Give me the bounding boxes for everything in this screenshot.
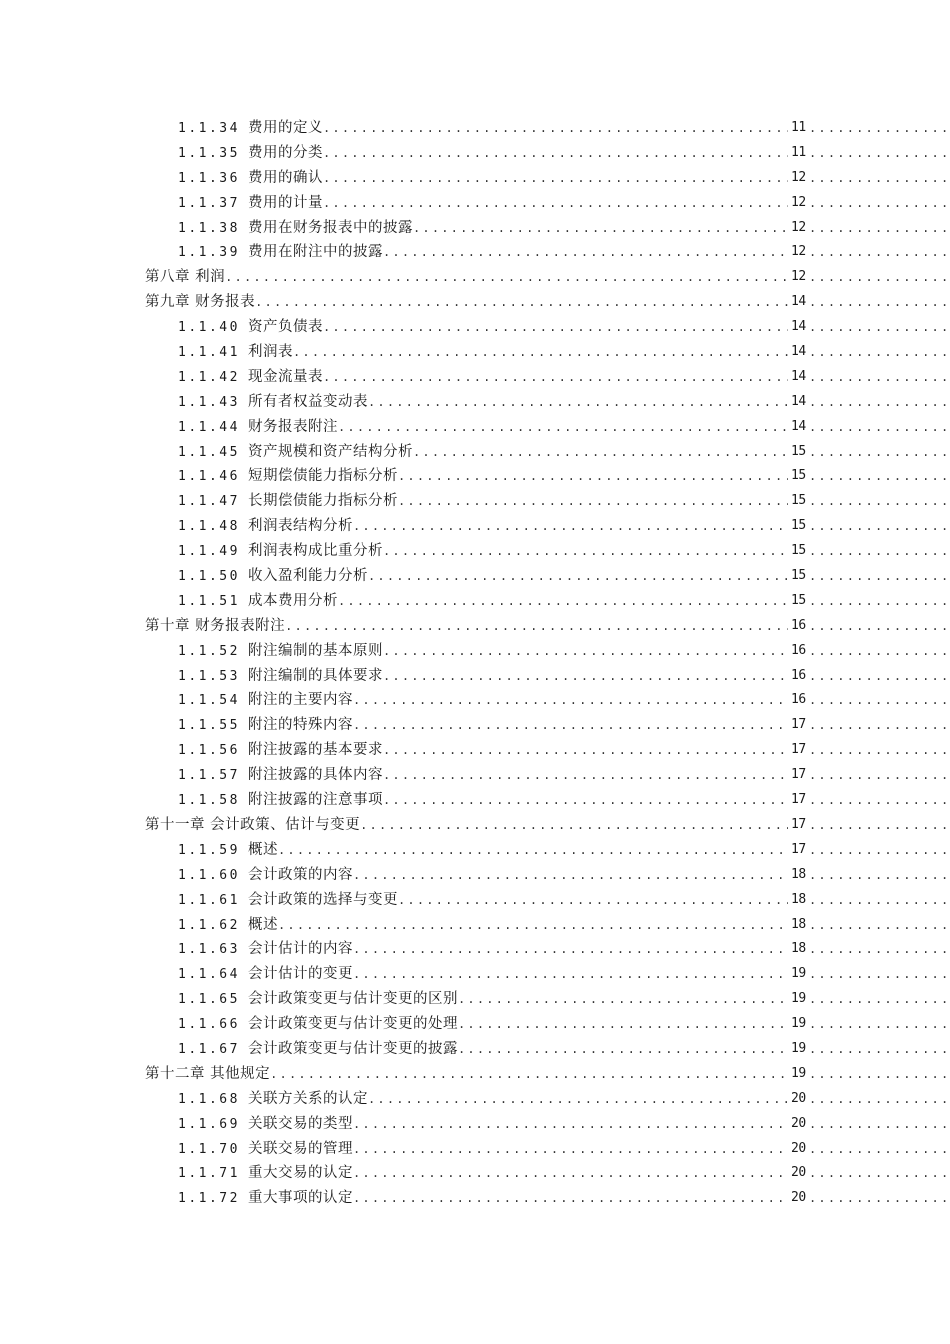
- toc-dot-leader: [809, 440, 950, 465]
- toc-entry-title-wrap: [178, 1186, 788, 1211]
- toc-section-number: 1.1.72: [178, 1191, 240, 1207]
- toc-dot-leader: [809, 664, 950, 689]
- toc-entry-title: 附注披露的注意事项: [247, 792, 383, 809]
- toc-dot-leader: [809, 1161, 950, 1186]
- toc-entry-title: 第十章 财务报表附注: [145, 617, 286, 634]
- toc-dot-leader: [809, 713, 950, 738]
- toc-entry-title: 费用的计量: [247, 194, 323, 211]
- toc-entry-title-wrap: [145, 614, 788, 639]
- toc-section-number: 1.1.66: [178, 1017, 240, 1033]
- toc-section-entry[interactable]: [0, 913, 950, 938]
- toc-entry-title-wrap: [178, 763, 788, 788]
- toc-page-number: 14: [791, 415, 811, 440]
- toc-entry-title-wrap: [178, 1012, 788, 1037]
- toc-section-entry[interactable]: [0, 340, 950, 365]
- toc-entry-title: 重大交易的认定: [247, 1165, 353, 1182]
- toc-section-number: 1.1.56: [178, 743, 240, 759]
- toc-dot-leader: [809, 315, 950, 340]
- toc-dot-leader: [809, 564, 950, 589]
- toc-dot-leader: [809, 838, 950, 863]
- toc-entry-title: 利润表结构分析: [247, 518, 353, 535]
- toc-page-number: 19: [791, 962, 811, 987]
- toc-dot-leader: [809, 116, 950, 141]
- toc-entry-title: 费用的确认: [247, 169, 323, 186]
- toc-entry-title-wrap: [178, 1161, 788, 1186]
- toc-entry-title: 关联交易的类型: [247, 1115, 353, 1132]
- toc-entry-title-wrap: [178, 913, 788, 938]
- toc-dot-leader: [809, 863, 950, 888]
- toc-section-number: 1.1.55: [178, 718, 240, 734]
- toc-section-number: 1.1.51: [178, 593, 240, 609]
- toc-section-number: 1.1.46: [178, 469, 240, 485]
- toc-page-number: 16: [791, 614, 811, 639]
- toc-page-number: 19: [791, 1062, 811, 1087]
- toc-section-number: 1.1.44: [178, 419, 240, 435]
- toc-entry-title: 现金流量表: [247, 368, 323, 385]
- toc-entry-title: 附注披露的基本要求: [247, 742, 383, 759]
- toc-entry-title-wrap: [178, 464, 788, 489]
- toc-section-number: 1.1.48: [178, 519, 240, 535]
- toc-page-number: 14: [791, 365, 811, 390]
- toc-page-number: 14: [791, 315, 811, 340]
- toc-page-number: 12: [791, 265, 811, 290]
- toc-page-number: 20: [791, 1137, 811, 1162]
- toc-section-entry[interactable]: [0, 166, 950, 191]
- toc-entry-title: 收入盈利能力分析: [247, 568, 368, 585]
- toc-dot-leader: [809, 240, 950, 265]
- toc-dot-leader: [809, 1186, 950, 1211]
- toc-dot-leader: [809, 1137, 950, 1162]
- toc-page-number: 16: [791, 664, 811, 689]
- toc-section-entry[interactable]: [0, 1087, 950, 1112]
- toc-entry-title: 第八章 利润: [145, 269, 226, 286]
- toc-entry-title: 附注编制的具体要求: [247, 667, 383, 684]
- toc-dot-leader: [809, 1037, 950, 1062]
- toc-section-entry[interactable]: [0, 539, 950, 564]
- toc-section-entry[interactable]: [0, 415, 950, 440]
- toc-entry-title-wrap: [178, 440, 788, 465]
- toc-dot-leader: [809, 216, 950, 241]
- toc-entry-title: 关联交易的管理: [247, 1140, 353, 1157]
- toc-entry-title: 利润表: [247, 344, 293, 361]
- toc-section-entry[interactable]: [0, 713, 950, 738]
- toc-section-number: 1.1.62: [178, 917, 240, 933]
- toc-section-entry[interactable]: [0, 888, 950, 913]
- toc-section-number: 1.1.52: [178, 643, 240, 659]
- toc-section-number: 1.1.43: [178, 394, 240, 410]
- toc-entry-title: 会计估计的内容: [247, 941, 353, 958]
- toc-entry-title-wrap: [178, 191, 788, 216]
- toc-dot-leader: [809, 1012, 950, 1037]
- toc-entry-title: 资产规模和资产结构分析: [247, 443, 413, 460]
- toc-dot-leader: [809, 464, 950, 489]
- toc-entry-title: 会计政策变更与估计变更的披露: [247, 1040, 458, 1057]
- toc-entry-title-wrap: [178, 639, 788, 664]
- toc-section-entry[interactable]: [0, 1186, 950, 1211]
- toc-section-entry[interactable]: [0, 1037, 950, 1062]
- toc-section-entry[interactable]: [0, 240, 950, 265]
- toc-page-number: 14: [791, 390, 811, 415]
- toc-section-entry[interactable]: [0, 116, 950, 141]
- toc-entry-title: 成本费用分析: [247, 592, 338, 609]
- toc-dot-leader: [809, 888, 950, 913]
- toc-dot-leader: [809, 166, 950, 191]
- toc-section-number: 1.1.38: [178, 220, 240, 236]
- toc-entry-title-wrap: [178, 1112, 788, 1137]
- toc-dot-leader: [809, 614, 950, 639]
- toc-section-entry[interactable]: [0, 1161, 950, 1186]
- toc-section-entry[interactable]: [0, 863, 950, 888]
- toc-entry-title-wrap: [178, 987, 788, 1012]
- toc-section-number: 1.1.53: [178, 668, 240, 684]
- toc-entry-title: 附注编制的基本原则: [247, 642, 383, 659]
- toc-entry-title: 概述: [247, 916, 278, 933]
- toc-page-number: 19: [791, 1012, 811, 1037]
- toc-entry-title-wrap: [178, 240, 788, 265]
- toc-dot-leader: [809, 265, 950, 290]
- toc-page-number: 11: [791, 141, 811, 166]
- toc-entry-title-wrap: [178, 539, 788, 564]
- toc-entry-title: 第十二章 其他规定: [145, 1065, 271, 1082]
- toc-entry-title: 利润表构成比重分析: [247, 543, 383, 560]
- toc-page-number: 17: [791, 788, 811, 813]
- toc-section-entry[interactable]: [0, 191, 950, 216]
- toc-page-number: 19: [791, 987, 811, 1012]
- toc-section-entry[interactable]: [0, 639, 950, 664]
- toc-page-number: 16: [791, 639, 811, 664]
- toc-section-number: 1.1.64: [178, 967, 240, 983]
- toc-page-number: 20: [791, 1186, 811, 1211]
- toc-section-number: 1.1.37: [178, 195, 240, 211]
- toc-section-number: 1.1.70: [178, 1141, 240, 1157]
- toc-page-number: 17: [791, 813, 811, 838]
- toc-section-number: 1.1.45: [178, 444, 240, 460]
- toc-entry-title-wrap: [178, 1037, 788, 1062]
- toc-entry-title: 附注的特殊内容: [247, 717, 353, 734]
- toc-entry-title-wrap: [178, 937, 788, 962]
- toc-entry-title: 费用的定义: [247, 120, 323, 136]
- toc-page-number: 17: [791, 763, 811, 788]
- toc-page-number: 17: [791, 738, 811, 763]
- toc-dot-leader: [809, 813, 950, 838]
- toc-page-number: 16: [791, 688, 811, 713]
- toc-entry-title: 费用的分类: [247, 144, 323, 161]
- toc-section-number: 1.1.42: [178, 369, 240, 385]
- toc-page-number: 15: [791, 464, 811, 489]
- toc-entry-title: 会计政策的内容: [247, 866, 353, 883]
- toc-section-number: 1.1.59: [178, 842, 240, 858]
- toc-entry-title: 所有者权益变动表: [247, 393, 368, 410]
- toc-section-entry[interactable]: [0, 589, 950, 614]
- toc-page-number: 14: [791, 290, 811, 315]
- toc-dot-leader: [809, 738, 950, 763]
- toc-dot-leader: [809, 365, 950, 390]
- toc-section-number: 1.1.35: [178, 145, 240, 161]
- toc-section-number: 1.1.47: [178, 494, 240, 510]
- toc-entry-title-wrap: [178, 664, 788, 689]
- toc-entry-title-wrap: [178, 564, 788, 589]
- toc-section-entry[interactable]: [0, 1012, 950, 1037]
- toc-section-number: 1.1.49: [178, 544, 240, 560]
- toc-page-number: 15: [791, 514, 811, 539]
- toc-section-number: 1.1.68: [178, 1091, 240, 1107]
- toc-dot-leader: [809, 514, 950, 539]
- toc-entry-title-wrap: [178, 315, 788, 340]
- toc-entry-title: 概述: [247, 841, 278, 858]
- toc-entry-title-wrap: [178, 863, 788, 888]
- toc-entry-title-wrap: [178, 415, 788, 440]
- toc-section-entry[interactable]: [0, 390, 950, 415]
- toc-section-entry[interactable]: [0, 763, 950, 788]
- toc-entry-title: 重大事项的认定: [247, 1190, 353, 1207]
- toc-entry-title: 第十一章 会计政策、估计与变更: [145, 816, 361, 833]
- toc-section-number: 1.1.36: [178, 170, 240, 186]
- toc-section-number: 1.1.34: [178, 121, 240, 136]
- toc-entry-title-wrap: [145, 265, 788, 290]
- toc-section-entry[interactable]: [0, 1112, 950, 1137]
- toc-dot-leader: [809, 290, 950, 315]
- toc-section-number: 1.1.40: [178, 320, 240, 336]
- toc-page-number: 18: [791, 913, 811, 938]
- toc-section-entry[interactable]: [0, 788, 950, 813]
- toc-entry-title: 资产负债表: [247, 319, 323, 336]
- toc-page-number: 17: [791, 713, 811, 738]
- toc-dot-leader: [809, 937, 950, 962]
- toc-entry-title-wrap: [145, 813, 788, 838]
- toc-page-number: 18: [791, 863, 811, 888]
- toc-page-number: 12: [791, 166, 811, 191]
- toc-entry-title-wrap: [178, 838, 788, 863]
- toc-section-number: 1.1.50: [178, 569, 240, 585]
- toc-entry-title-wrap: [178, 340, 788, 365]
- toc-section-entry[interactable]: [0, 688, 950, 713]
- toc-page-number: 15: [791, 564, 811, 589]
- toc-dot-leader: [809, 1062, 950, 1087]
- toc-page-number: 20: [791, 1087, 811, 1112]
- toc-section-number: 1.1.58: [178, 793, 240, 809]
- toc-entry-title: 第九章 财务报表: [145, 294, 256, 311]
- toc-page-number: 15: [791, 539, 811, 564]
- toc-page-number: 19: [791, 1037, 811, 1062]
- toc-entry-title: 长期偿债能力指标分析: [247, 493, 398, 510]
- toc-section-number: 1.1.39: [178, 245, 240, 261]
- toc-entry-title: 关联方关系的认定: [247, 1090, 368, 1107]
- toc-page-number: 14: [791, 340, 811, 365]
- toc-entry-title-wrap: [178, 166, 788, 191]
- toc-dot-leader: [809, 913, 950, 938]
- toc-entry-title-wrap: [178, 1137, 788, 1162]
- toc-page-number: 18: [791, 937, 811, 962]
- toc-chapter-entry[interactable]: [0, 813, 950, 838]
- toc-entry-title: 短期偿债能力指标分析: [247, 468, 398, 485]
- toc-entry-title: 附注的主要内容: [247, 692, 353, 709]
- toc-section-number: 1.1.41: [178, 345, 240, 361]
- toc-entry-title-wrap: [178, 514, 788, 539]
- toc-entry-title-wrap: [178, 1087, 788, 1112]
- toc-dot-leader: [809, 1112, 950, 1137]
- toc-section-entry[interactable]: [0, 514, 950, 539]
- toc-entry-title-wrap: [178, 390, 788, 415]
- toc-entry-title: 会计政策变更与估计变更的区别: [247, 991, 458, 1008]
- toc-entry-title: 费用在财务报表中的披露: [247, 219, 413, 236]
- toc-section-entry[interactable]: [0, 1137, 950, 1162]
- toc-dot-leader: [809, 191, 950, 216]
- toc-section-number: 1.1.61: [178, 892, 240, 908]
- toc-entry-title-wrap: [178, 489, 788, 514]
- toc-dot-leader: [809, 688, 950, 713]
- toc-section-entry[interactable]: [0, 738, 950, 763]
- toc-chapter-entry[interactable]: [0, 1062, 950, 1087]
- toc-dot-leader: [809, 390, 950, 415]
- toc-section-number: 1.1.71: [178, 1166, 240, 1182]
- toc-page-number: 18: [791, 888, 811, 913]
- toc-entry-title: 会计政策的选择与变更: [247, 891, 398, 908]
- toc-entry-title-wrap: [178, 738, 788, 763]
- toc-entry-title: 财务报表附注: [247, 418, 338, 435]
- toc-dot-leader: [809, 763, 950, 788]
- toc-entry-title-wrap: [178, 589, 788, 614]
- toc-dot-leader: [809, 489, 950, 514]
- toc-entry-title-wrap: [178, 713, 788, 738]
- toc-section-entry[interactable]: [0, 937, 950, 962]
- toc-dot-leader: [809, 340, 950, 365]
- toc-entry-title-wrap: [178, 962, 788, 987]
- toc-section-number: 1.1.54: [178, 693, 240, 709]
- toc-section-entry[interactable]: [0, 141, 950, 166]
- toc-section-number: 1.1.63: [178, 942, 240, 958]
- toc-section-entry[interactable]: [0, 564, 950, 589]
- toc-page-number: 15: [791, 489, 811, 514]
- toc-section-number: 1.1.57: [178, 768, 240, 784]
- toc-section-entry[interactable]: [0, 664, 950, 689]
- toc-entry-title: 会计政策变更与估计变更的处理: [247, 1016, 458, 1033]
- toc-entry-title-wrap: [178, 141, 788, 166]
- toc-dot-leader: [809, 987, 950, 1012]
- toc-dot-leader: [809, 141, 950, 166]
- toc-entry-title-wrap: [178, 365, 788, 390]
- toc-dot-leader: [809, 788, 950, 813]
- toc-section-entry[interactable]: [0, 315, 950, 340]
- toc-section-entry[interactable]: [0, 962, 950, 987]
- toc-section-number: 1.1.65: [178, 992, 240, 1008]
- toc-page-number: 11: [791, 116, 811, 141]
- toc-section-number: 1.1.60: [178, 867, 240, 883]
- toc-entry-title-wrap: [145, 1062, 788, 1087]
- toc-page-number: 12: [791, 191, 811, 216]
- toc-section-entry[interactable]: [0, 440, 950, 465]
- toc-entry-title: 会计估计的变更: [247, 966, 353, 983]
- toc-section-number: 1.1.67: [178, 1041, 240, 1057]
- toc-entry-title-wrap: [178, 788, 788, 813]
- toc-dot-leader: [809, 639, 950, 664]
- toc-entry-title-wrap: [178, 216, 788, 241]
- toc-dot-leader: [809, 415, 950, 440]
- toc-section-entry[interactable]: [0, 987, 950, 1012]
- toc-page-number: 20: [791, 1112, 811, 1137]
- toc-entry-title: 费用在附注中的披露: [247, 244, 383, 261]
- toc-section-entry[interactable]: [0, 489, 950, 514]
- toc-entry-title-wrap: [178, 688, 788, 713]
- table-of-contents: [0, 116, 950, 1211]
- toc-entry-title-wrap: [145, 290, 788, 315]
- toc-entry-title-wrap: [178, 116, 788, 141]
- toc-dot-leader: [809, 962, 950, 987]
- toc-chapter-entry[interactable]: [0, 265, 950, 290]
- toc-page-number: 15: [791, 589, 811, 614]
- toc-page-number: 17: [791, 838, 811, 863]
- toc-entry-title-wrap: [178, 888, 788, 913]
- toc-page-number: 20: [791, 1161, 811, 1186]
- toc-entry-title: 附注披露的具体内容: [247, 767, 383, 784]
- toc-section-entry[interactable]: [0, 464, 950, 489]
- toc-dot-leader: [809, 1087, 950, 1112]
- toc-section-entry[interactable]: [0, 365, 950, 390]
- toc-page-number: 15: [791, 440, 811, 465]
- toc-section-number: 1.1.69: [178, 1116, 240, 1132]
- toc-chapter-entry[interactable]: [0, 290, 950, 315]
- toc-dot-leader: [809, 539, 950, 564]
- toc-section-entry[interactable]: [0, 216, 950, 241]
- toc-dot-leader: [809, 589, 950, 614]
- toc-chapter-entry[interactable]: [0, 614, 950, 639]
- toc-section-entry[interactable]: [0, 838, 950, 863]
- toc-page-number: 12: [791, 240, 811, 265]
- toc-page-number: 12: [791, 216, 811, 241]
